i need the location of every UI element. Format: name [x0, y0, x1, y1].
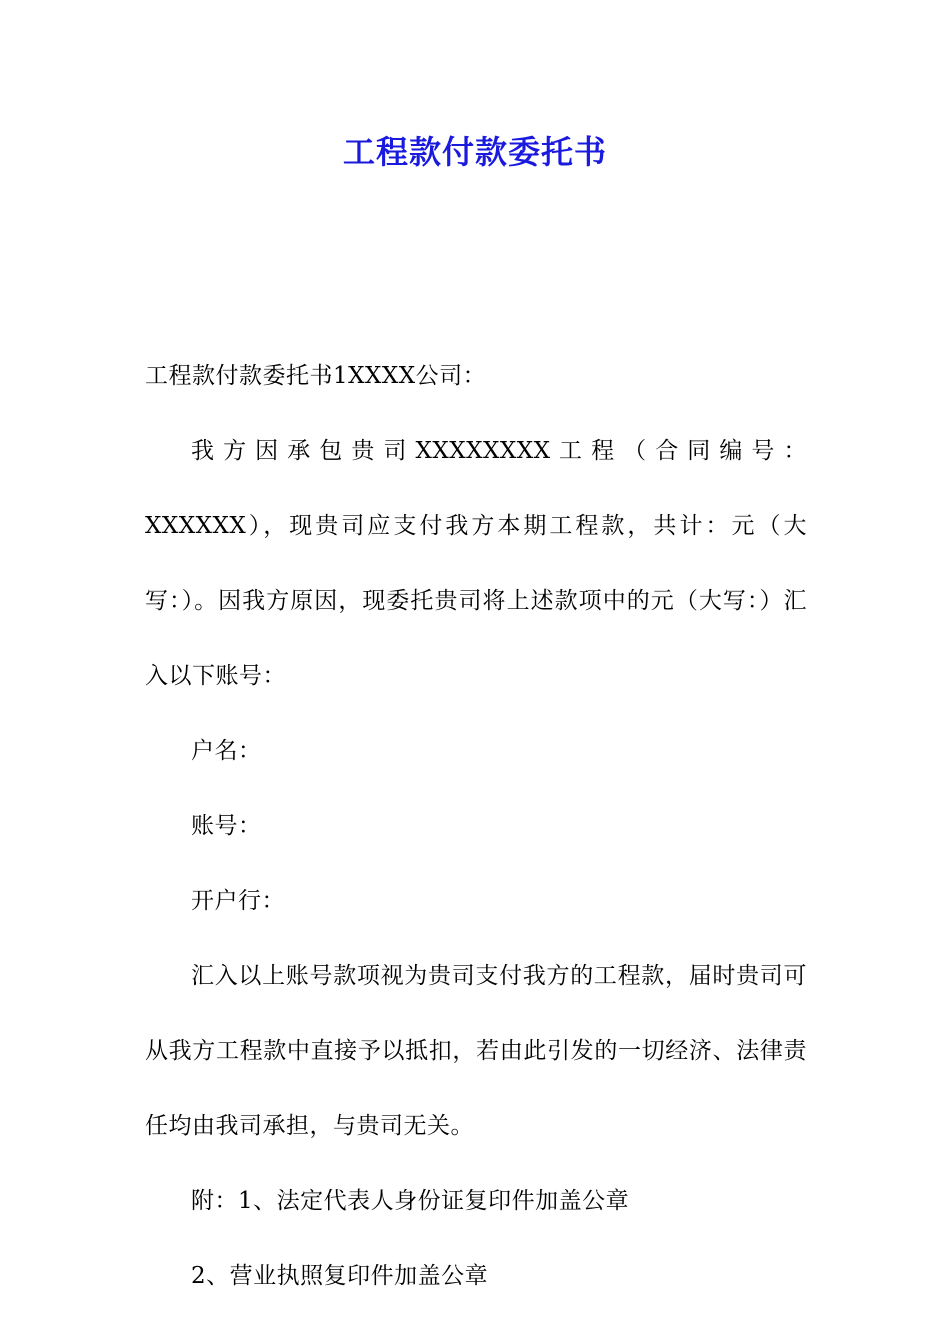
salutation: 工程款付款委托书1XXXX公司： [145, 363, 487, 389]
document-title: 工程款付款委托书 [342, 133, 607, 171]
account-name-label: 户名： [191, 738, 262, 764]
paragraph-liability: 汇入以上账号款项视为贵司支付我方的工程款，届时贵司可从我方工程款中直接予以抵扣，若由此引发的一切经济、法律责任均由我司承担，与贵司无关。 [145, 963, 807, 1139]
account-number-label: 账号： [191, 813, 262, 839]
bank-label: 开户行： [191, 888, 285, 914]
attachment-item-1: 附：1、法定代表人身份证复印件加盖公章 [191, 1188, 630, 1214]
paragraph-request: 我方因承包贵司XXXXXXXX工程（合同编号：XXXXXX），现贵司应支付我方本期工程款，共计：元（大写：）。因我方原因，现委托贵司将上述款项中的元（大写：）汇入以下账号： [145, 438, 807, 689]
attachment-item-2: 2、营业执照复印件加盖公章 [191, 1263, 489, 1289]
document-body [145, 339, 807, 1314]
